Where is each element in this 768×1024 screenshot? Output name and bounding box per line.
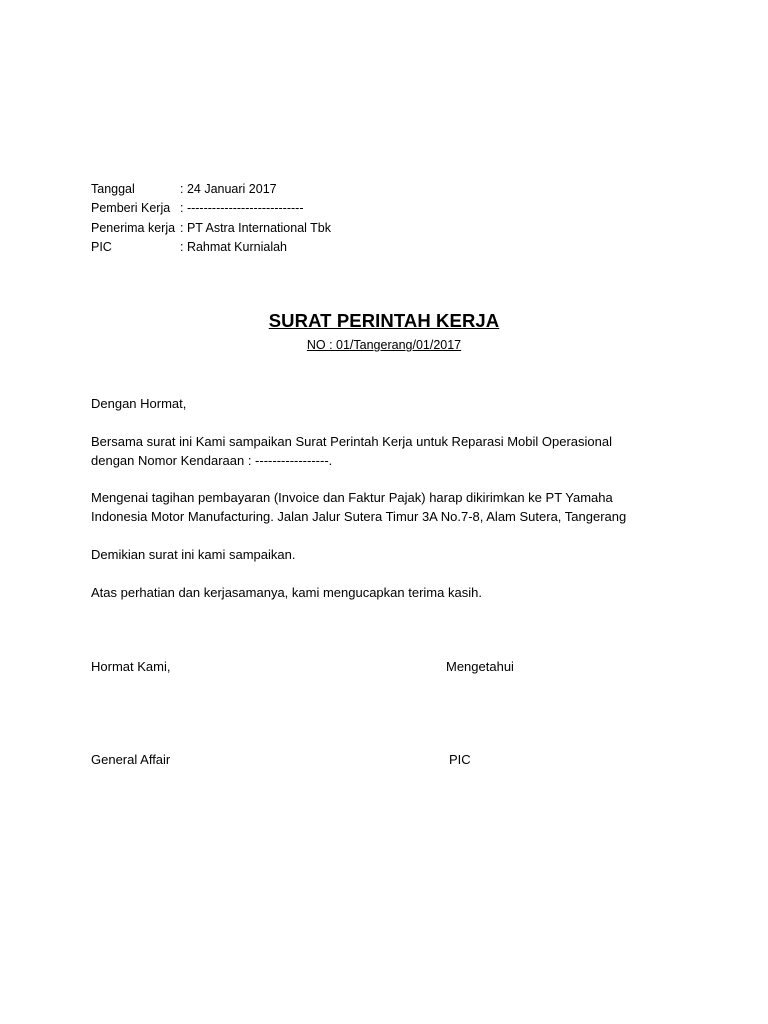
meta-row-recipient (91, 219, 331, 238)
meta-row-pic (91, 238, 331, 257)
meta-label: Penerima kerja (91, 220, 176, 235)
signature-right-heading: Mengetahui (446, 659, 514, 674)
meta-row-employer (91, 199, 331, 218)
signature-left-heading: Hormat Kami, (91, 659, 171, 674)
meta-value: : Rahmat Kurnialah (180, 239, 288, 254)
paragraph-1 (91, 432, 691, 470)
meta-label: Pemberi Kerja (91, 201, 171, 216)
meta-label: Tanggal (91, 182, 135, 196)
meta-value: : PT Astra International Tbk (180, 220, 332, 235)
letter-title: SURAT PERINTAH KERJA (268, 310, 500, 331)
paragraph-line: dengan Nomor Kendaraan : -----------------. (91, 453, 333, 468)
greeting: Dengan Hormat, (91, 396, 187, 411)
paragraph-line: Mengenai tagihan pembayaran (Invoice dan Faktur Pajak) harap dikirimkan ke PT Yamaha (91, 490, 613, 505)
meta-value: : ---------------------------- (180, 201, 304, 216)
paragraph-line: Indonesia Motor Manufacturing. Jalan Jalur Sutera Timur 3A No.7-8, Alam Sutera, Tangerang (91, 509, 627, 524)
paragraph-2 (91, 488, 691, 526)
paragraph-4: Atas perhatian dan kerjasamanya, kami mengucapkan terima kasih. (91, 585, 482, 600)
meta-label: PIC (91, 239, 112, 254)
letter-meta (91, 180, 331, 257)
signature-left-role: General Affair (91, 752, 171, 767)
signature-right-role: PIC (449, 752, 471, 767)
letter-number: NO : 01/Tangerang/01/2017 (306, 338, 462, 352)
paragraph-3: Demikian surat ini kami sampaikan. (91, 547, 296, 562)
meta-value: : 24 Januari 2017 (180, 182, 277, 196)
meta-row-date (91, 180, 331, 199)
paragraph-line: Bersama surat ini Kami sampaikan Surat Perintah Kerja untuk Reparasi Mobil Operasional (91, 434, 612, 449)
